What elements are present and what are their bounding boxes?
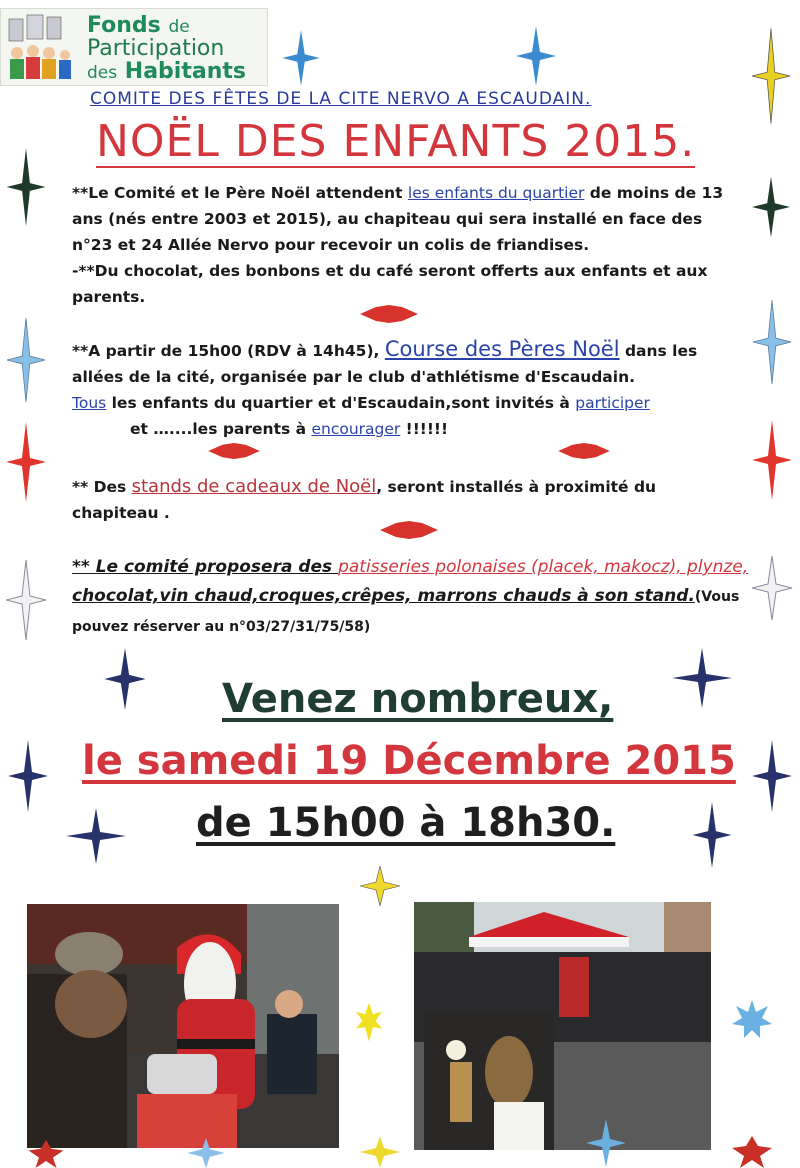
paragraph-course: **A partir de 15h00 (RDV à 14h45), Course des Pères Noël dans les allées de la cité, organisée par le club d'athlétisme d'Escaudain. Tous les enfants du quartier et d'Escaudain,sont invités à participer et …....les parents à encourager !!!!!!	[72, 337, 698, 438]
star-icon	[360, 1136, 400, 1168]
participer-text: participer	[575, 394, 650, 412]
star-icon	[6, 422, 46, 502]
santa-scene-icon	[27, 904, 339, 1148]
market-scene-icon	[414, 902, 711, 1150]
star-icon	[282, 30, 320, 86]
starburst-icon	[356, 1002, 382, 1042]
star-icon	[28, 1140, 64, 1168]
divider-ornament	[208, 443, 260, 459]
star-icon	[66, 808, 126, 864]
page-title: NOËL DES ENFANTS 2015.	[96, 116, 696, 167]
star-icon	[360, 866, 400, 906]
encourager-text: encourager	[311, 420, 401, 438]
tous-text: Tous	[72, 394, 107, 412]
star-icon	[752, 300, 792, 384]
patisseries-text: patisseries polonaises (placek, makocz), plynze,	[338, 557, 749, 577]
star-icon	[752, 740, 792, 812]
market-photo	[414, 902, 711, 1150]
comite-heading: COMITE DES FÊTES DE LA CITE NERVO A ESCAUDAIN.	[90, 89, 592, 109]
star-icon	[6, 560, 46, 640]
venez-nombreux: Venez nombreux,	[222, 676, 614, 722]
star-icon	[672, 648, 732, 708]
stands-cadeaux: stands de cadeaux de Noël	[131, 476, 377, 497]
logo-line-1: Fonds de	[87, 13, 190, 38]
star-icon	[586, 1118, 626, 1168]
logo-line-2: Participation	[87, 36, 225, 61]
star-icon	[104, 648, 146, 710]
star-icon	[732, 1136, 772, 1168]
paragraph-stands: ** Des stands de cadeaux de Noël, seront installés à proximité du chapiteau .	[72, 476, 657, 522]
divider-ornament	[360, 305, 418, 323]
starburst-icon	[732, 1000, 772, 1040]
star-icon	[752, 556, 792, 620]
star-icon	[8, 740, 48, 812]
divider-ornament	[380, 521, 438, 539]
paragraph-comite: ** Le comité proposera des patisseries polonaises (placek, makocz), plynze, chocolat,vin chaud,croques,crêpes, marrons chauds à son stand.(Vous pouvez réserver au n°03/27/31/75/58)	[72, 557, 749, 635]
star-icon	[752, 176, 790, 238]
enfants-quartier-link: les enfants du quartier	[407, 184, 585, 202]
event-time: de 15h00 à 18h30.	[196, 800, 616, 846]
event-date: le samedi 19 Décembre 2015	[82, 738, 736, 784]
star-icon	[752, 28, 790, 124]
logo-line-3: des Habitants	[87, 59, 246, 84]
star-icon	[6, 148, 46, 226]
santa-photo	[27, 904, 339, 1148]
star-icon	[6, 318, 46, 402]
course-peres-noel: Course des Pères Noël	[384, 337, 620, 361]
star-icon	[186, 1138, 226, 1168]
star-icon	[752, 420, 792, 500]
paragraph-enfants: **Le Comité et le Père Noël attendent les enfants du quartier de moins de 13 ans (nés entre 2003 et 2015), au chapiteau qui sera installé en face des n°23 et 24 Allée Nervo pour recevoir un colis de friandises. -**Du chocolat, des bonbons et du café seront offerts aux enfants et aux parents.	[72, 184, 724, 306]
divider-ornament	[558, 443, 610, 459]
star-icon	[516, 26, 556, 86]
people-illustration-icon	[3, 13, 77, 81]
star-icon	[692, 802, 732, 868]
fonds-participation-logo	[0, 8, 268, 86]
